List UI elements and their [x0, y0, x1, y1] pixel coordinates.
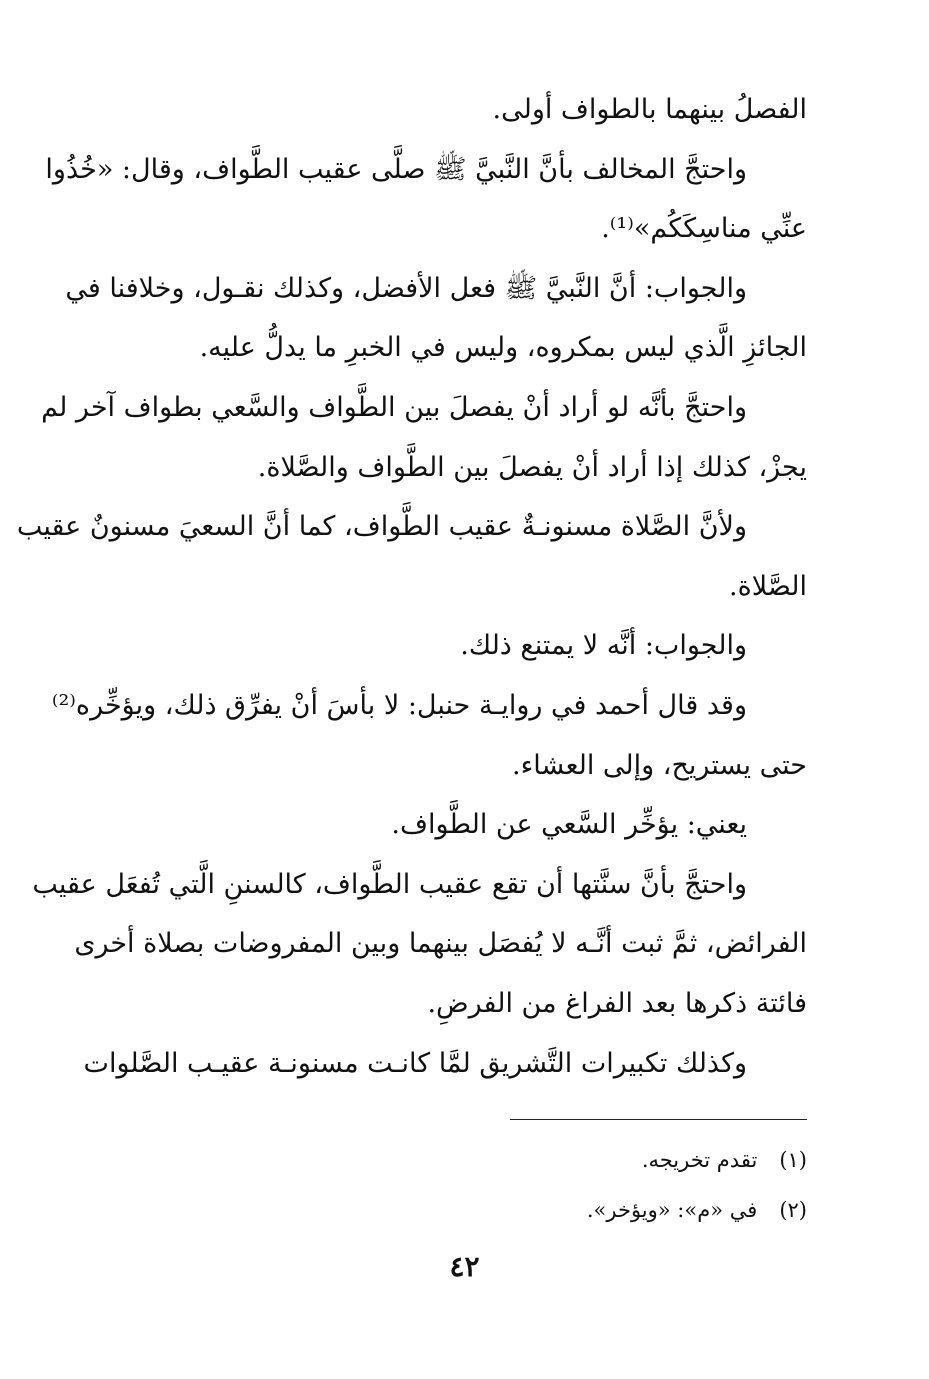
footnote-text: تقدم تخريجه. — [641, 1148, 758, 1172]
text-line: واحتجَّ المخالف بأنَّ النَّبيَّ ﷺ صلَّى عقيب الطَّواف، وقال: «خُذُوا — [45, 153, 747, 185]
text-line: يجزْ، كذلك إذا أراد أنْ يفصلَ بين الطَّواف والصَّلاة. — [257, 451, 807, 483]
text-line: يعني: يؤخِّر السَّعي عن الطَّواف. — [391, 809, 747, 841]
footnote-number: (٢) — [779, 1198, 807, 1222]
text-line: واحتجَّ بأنَّه لو أراد أنْ يفصلَ بين الطَّواف والسَّعي بطواف آخر لم — [41, 391, 747, 423]
text-line: وقد قال أحمد في روايـة حنبل: لا بأسَ أنْ يفرِّق ذلك، ويؤخِّره⁽²⁾ — [51, 689, 747, 721]
text-line: وكذلك تكبيرات التَّشريق لمَّا كانـت مسنونـة عقيـب الصَّلوات — [83, 1047, 747, 1079]
footnote-number: (١) — [779, 1148, 807, 1172]
footnote-text: في «م»: «ويؤخر». — [586, 1198, 758, 1222]
footnote-separator — [510, 1119, 807, 1120]
text-line: والجواب: أنَّ النَّبيَّ ﷺ فعل الأفضل، وكذلك نقـول، وخلافنا في — [65, 272, 747, 304]
page-number: ٤٢ — [449, 1250, 480, 1283]
text-line: واحتجَّ بأنَّ سنَّتها أن تقع عقيب الطَّواف، كالسننِ الَّتي تُفعَل عقيب — [32, 868, 747, 900]
text-line: الجائزِ الَّذي ليس بمكروه، وليس في الخبرِ ما يدلُّ عليه. — [199, 332, 807, 364]
main-text — [16, 80, 807, 1093]
footnotes — [119, 1135, 807, 1235]
text-line: حتى يستريح، وإلى العشاء. — [511, 749, 807, 781]
text-line: فائتة ذكرها بعد الفراغ من الفرضِ. — [427, 987, 807, 1019]
text-line: عنِّي مناسِكَكُم»⁽¹⁾. — [601, 213, 807, 245]
text-line: ولأنَّ الصَّلاة مسنونـةٌ عقيب الطَّواف، كما أنَّ السعيَ مسنونٌ عقيب — [16, 511, 747, 543]
footnote — [119, 1185, 807, 1235]
text-line: الصَّلاة. — [729, 570, 807, 602]
text-line: الفصلُ بينهما بالطواف أولى. — [492, 94, 807, 125]
text-line: الفرائض، ثمَّ ثبت أنَّـه لا يُفصَل بينهما وبين المفروضات بصلاة أخرى — [74, 928, 807, 960]
text-line: والجواب: أنَّه لا يمتنع ذلك. — [460, 630, 747, 662]
footnote — [119, 1135, 807, 1185]
